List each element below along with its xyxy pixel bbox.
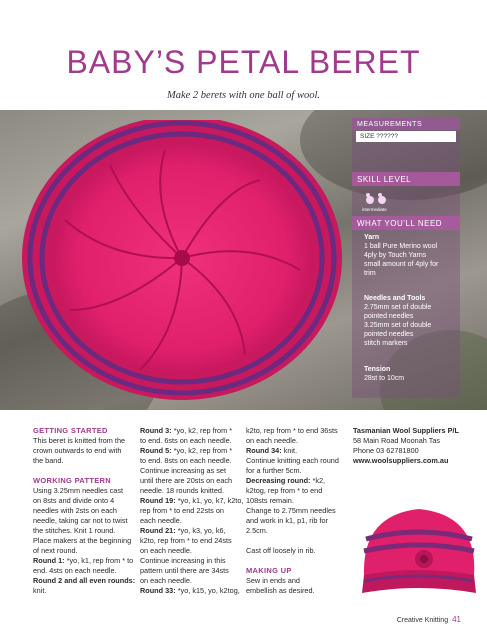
needles-line: pointed needles: [364, 313, 414, 320]
round-19: Round 19: *yo, k1, yo, k7, k2to,: [140, 496, 244, 505]
text-line: Change to 2.75mm needles: [246, 506, 336, 515]
yarn-line: trim: [364, 270, 376, 277]
text-line: until there are 20sts on each: [140, 476, 233, 485]
round-3: Round 3: *yo, k2, rep from *: [140, 426, 233, 435]
needles-line: pointed needles: [364, 331, 414, 338]
page-subtitle: Make 2 berets with one ball of wool.: [166, 90, 320, 101]
text-line: k2tog, rep from * to end: [246, 486, 323, 495]
needles-line: 3.25mm set of double: [364, 322, 432, 329]
text-line: on each needle.: [140, 546, 192, 555]
text-line: Place makers at the beginning: [33, 536, 132, 545]
supplier-phone: Phone 03 62781800: [353, 446, 419, 455]
text-line: end. 4sts on each needle.: [33, 566, 117, 575]
text-line: to end. 8sts on each needle.: [140, 456, 232, 465]
needles-heading: Needles and Tools: [364, 295, 426, 302]
page-number: 41: [452, 615, 461, 624]
text-line: on 8sts and divide onto 4: [33, 496, 115, 505]
skill-level-heading: SKILL LEVEL: [352, 172, 460, 186]
text-line: each needle.: [140, 516, 182, 525]
working-pattern-heading: WORKING PATTERN: [33, 476, 111, 485]
decreasing-round: Decreasing round: *k2,: [246, 476, 326, 485]
round-5: Round 5: *yo, k2, rep from *: [140, 446, 233, 455]
text-line: and work in k1, p1, rib for: [246, 516, 328, 525]
column-2: [140, 426, 246, 596]
skill-level-icon: [364, 192, 390, 206]
tension-value: 28st to 10cm: [364, 375, 405, 382]
needles-block: [364, 294, 456, 348]
text-line: 2.5cm.: [246, 526, 268, 535]
supplier-website[interactable]: www.woolsuppliers.com.au: [353, 456, 449, 465]
tension-heading: Tension: [364, 366, 391, 373]
yarn-line: 4ply by Touch Yarns: [364, 252, 427, 259]
text-line: the stitches. Knit 1 round.: [33, 526, 116, 535]
text-line: for a further 5cm.: [246, 466, 302, 475]
text-line: This beret is knitted from the: [33, 436, 126, 445]
page-title: BABY’S PETAL BERET: [66, 44, 421, 80]
text-line: rep from * to end 22sts on: [140, 506, 224, 515]
needles-line: 2.75mm set of double: [364, 304, 432, 311]
making-up-heading: MAKING UP: [246, 566, 292, 575]
what-you-need-heading: WHAT YOU’LL NEED: [352, 216, 460, 230]
text-line: Continue knitting each round: [246, 456, 339, 465]
magazine-name: Creative Knitting: [396, 617, 449, 624]
text-line: Sew in ends and: [246, 576, 300, 585]
text-line: Using 3.25mm needles cast: [33, 486, 124, 495]
finished-beret-photo: [352, 495, 487, 600]
text-line: to end. 6sts on each needle.: [140, 436, 232, 445]
yarn-line: 1 ball Pure Merino wool: [364, 243, 438, 250]
supplier-address: 58 Main Road Moonah Tas: [353, 436, 441, 445]
text-line: pattern until there are 34sts: [140, 566, 229, 575]
column-3: [246, 426, 352, 596]
beret-illustration: [10, 120, 360, 410]
getting-started-heading: GETTING STARTED: [33, 426, 108, 435]
text-line: k2to, rep from * to end 36sts: [246, 426, 338, 435]
text-line: Continue increasing as set: [140, 466, 226, 475]
text-line: knit.: [33, 586, 47, 595]
text-line: crown outwards to end with: [33, 446, 122, 455]
yarn-block: [364, 233, 456, 278]
page-footer: [397, 615, 461, 624]
measurements-heading: MEASUREMENTS: [352, 118, 460, 130]
text-line: on each needle.: [140, 576, 192, 585]
text-line: needle. 18 rounds knitted.: [140, 486, 224, 495]
supplier-name: Tasmanian Wool Suppliers P/L: [353, 426, 459, 435]
tension-block: [364, 365, 456, 383]
text-line: k2to, rep from * to end 24sts: [140, 536, 232, 545]
supplier-info: [353, 426, 483, 466]
yarn-line: small amount of 4ply for: [364, 261, 439, 268]
text-line: Cast off loosely in rib.: [246, 546, 316, 555]
text-line: Continue increasing in this: [140, 556, 226, 565]
text-line: embellish as desired.: [246, 586, 315, 595]
needles-line: stitch markers: [364, 340, 408, 347]
column-1: [33, 426, 139, 596]
text-line: needles with 2sts on each: [33, 506, 117, 515]
text-line: 108sts remain.: [246, 496, 294, 505]
round-33: Round 33: *yo, k15, yo, k2tog,: [140, 586, 240, 595]
yarn-heading: Yarn: [364, 234, 380, 241]
text-line: needle, taking car not to twist: [33, 516, 128, 525]
text-line: on each needle.: [246, 436, 298, 445]
text-line: of next round.: [33, 546, 78, 555]
round-34: Round 34: knit.: [246, 446, 298, 455]
text-line: the band.: [33, 456, 64, 465]
round-2-label: Round 2 and all even rounds:: [33, 576, 136, 585]
round-1: Round 1: *yo, k1, rep from * to: [33, 556, 134, 565]
round-21: Round 21: *yo, k3, yo, k6,: [140, 526, 226, 535]
skill-level-value: intermediate: [362, 207, 387, 212]
size-value: SIZE ??????: [356, 131, 456, 142]
